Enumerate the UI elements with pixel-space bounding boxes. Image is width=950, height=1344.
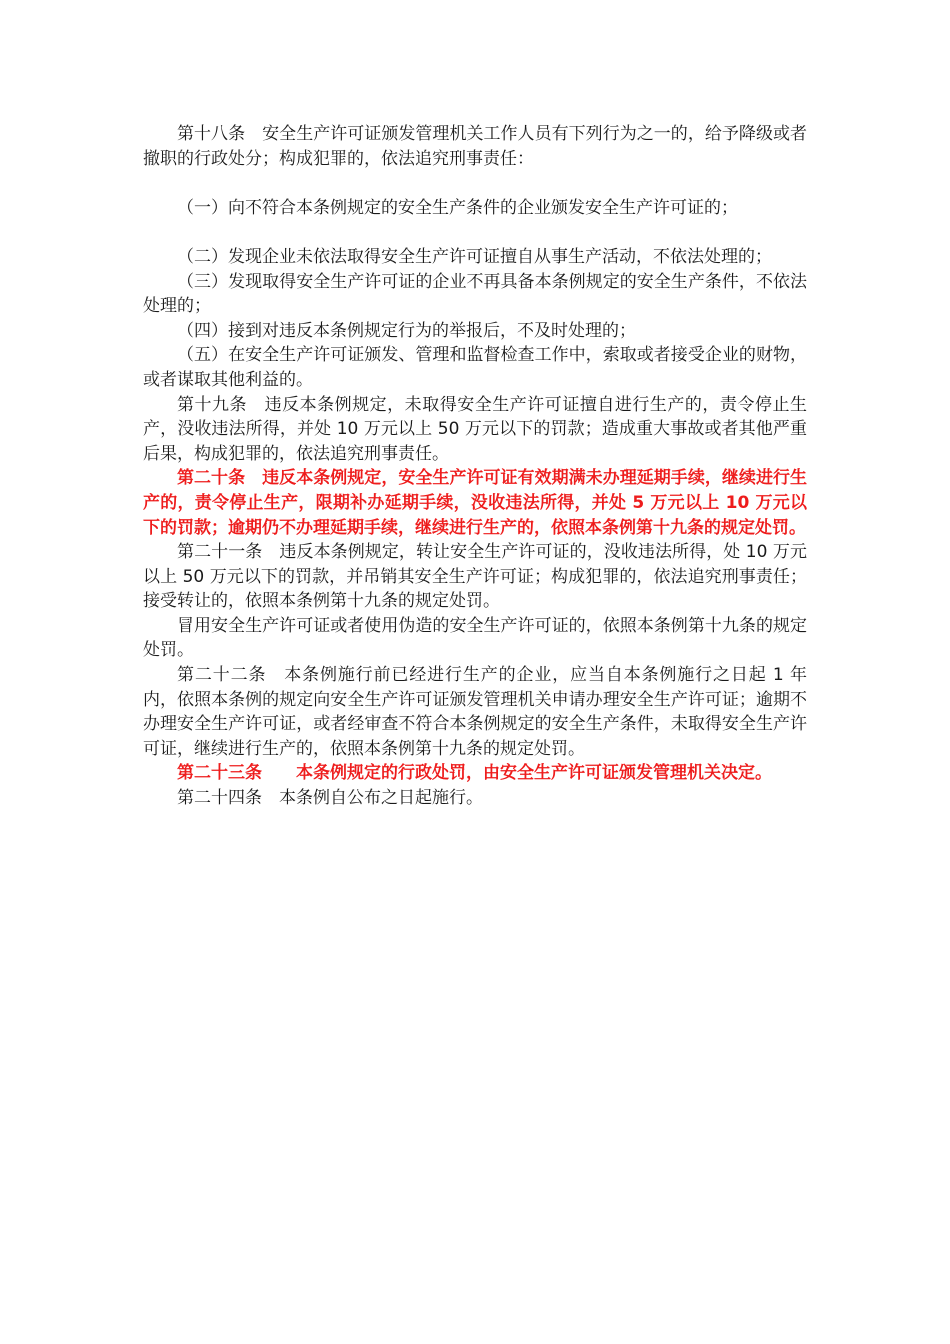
article-21-clause-2: 冒用安全生产许可证或者使用伪造的安全生产许可证的，依照本条例第十九条的规定处罚。 (143, 615, 807, 661)
article-18-item-5: （五）在安全生产许可证颁发、管理和监督检查工作中，索取或者接受企业的财物，或者谋取其他利益的。 (143, 345, 807, 390)
article-24: 第二十四条 本条例自公布之日起施行。 (177, 788, 483, 809)
article-18-item-2: （二）发现企业未依法取得安全生产许可证擅自从事生产活动，不依法处理的； (177, 246, 772, 267)
document-body (143, 122, 807, 811)
article-18-item-3: （三）发现取得安全生产许可证的企业不再具备本条例规定的安全生产条件，不依法处理的； (143, 271, 807, 317)
article-18: 第十八条 安全生产许可证颁发管理机关工作人员有下列行为之一的，给予降级或者撤职的行政处分；构成犯罪的，依法追究刑事责任： (143, 124, 807, 169)
article-18-item-4: （四）接到对违反本条例规定行为的举报后，不及时处理的； (177, 320, 636, 341)
article-21: 第二十一条 违反本条例规定，转让安全生产许可证的，没收违法所得，处 10 万元以上 50 万元以下的罚款，并吊销其安全生产许可证；构成犯罪的，依法追究刑事责任；接受转让的，依照本条例第十九条的规定处罚。 (143, 542, 807, 612)
article-22: 第二十二条 本条例施行前已经进行生产的企业，应当自本条例施行之日起 1 年内，依照本条例的规定向安全生产许可证颁发管理机关申请办理安全生产许可证；逾期不办理安全生产许可证，或者经审查不符合本条例规定的安全生产条件，未取得安全生产许可证，继续进行生产的，依照本条例第十九条的规定处罚。 (143, 665, 807, 759)
article-19: 第十九条 违反本条例规定，未取得安全生产许可证擅自进行生产的，责令停止生产，没收违法所得，并处 10 万元以上 50 万元以下的罚款；造成重大事故或者其他严重后果，构成犯罪的，依法追究刑事责任。 (143, 394, 807, 464)
article-23: 第二十三条 本条例规定的行政处罚，由安全生产许可证颁发管理机关决定。 (177, 763, 772, 784)
article-18-item-1: （一）向不符合本条例规定的安全生产条件的企业颁发安全生产许可证的； (177, 197, 738, 218)
article-20: 第二十条 违反本条例规定，安全生产许可证有效期满未办理延期手续，继续进行生产的，责令停止生产，限期补办延期手续，没收违法所得，并处 5 万元以上 10 万元以下的罚款；逾期仍不办理延期手续，继续进行生产的，依照本条例第十九条的规定处罚。 (143, 468, 807, 538)
